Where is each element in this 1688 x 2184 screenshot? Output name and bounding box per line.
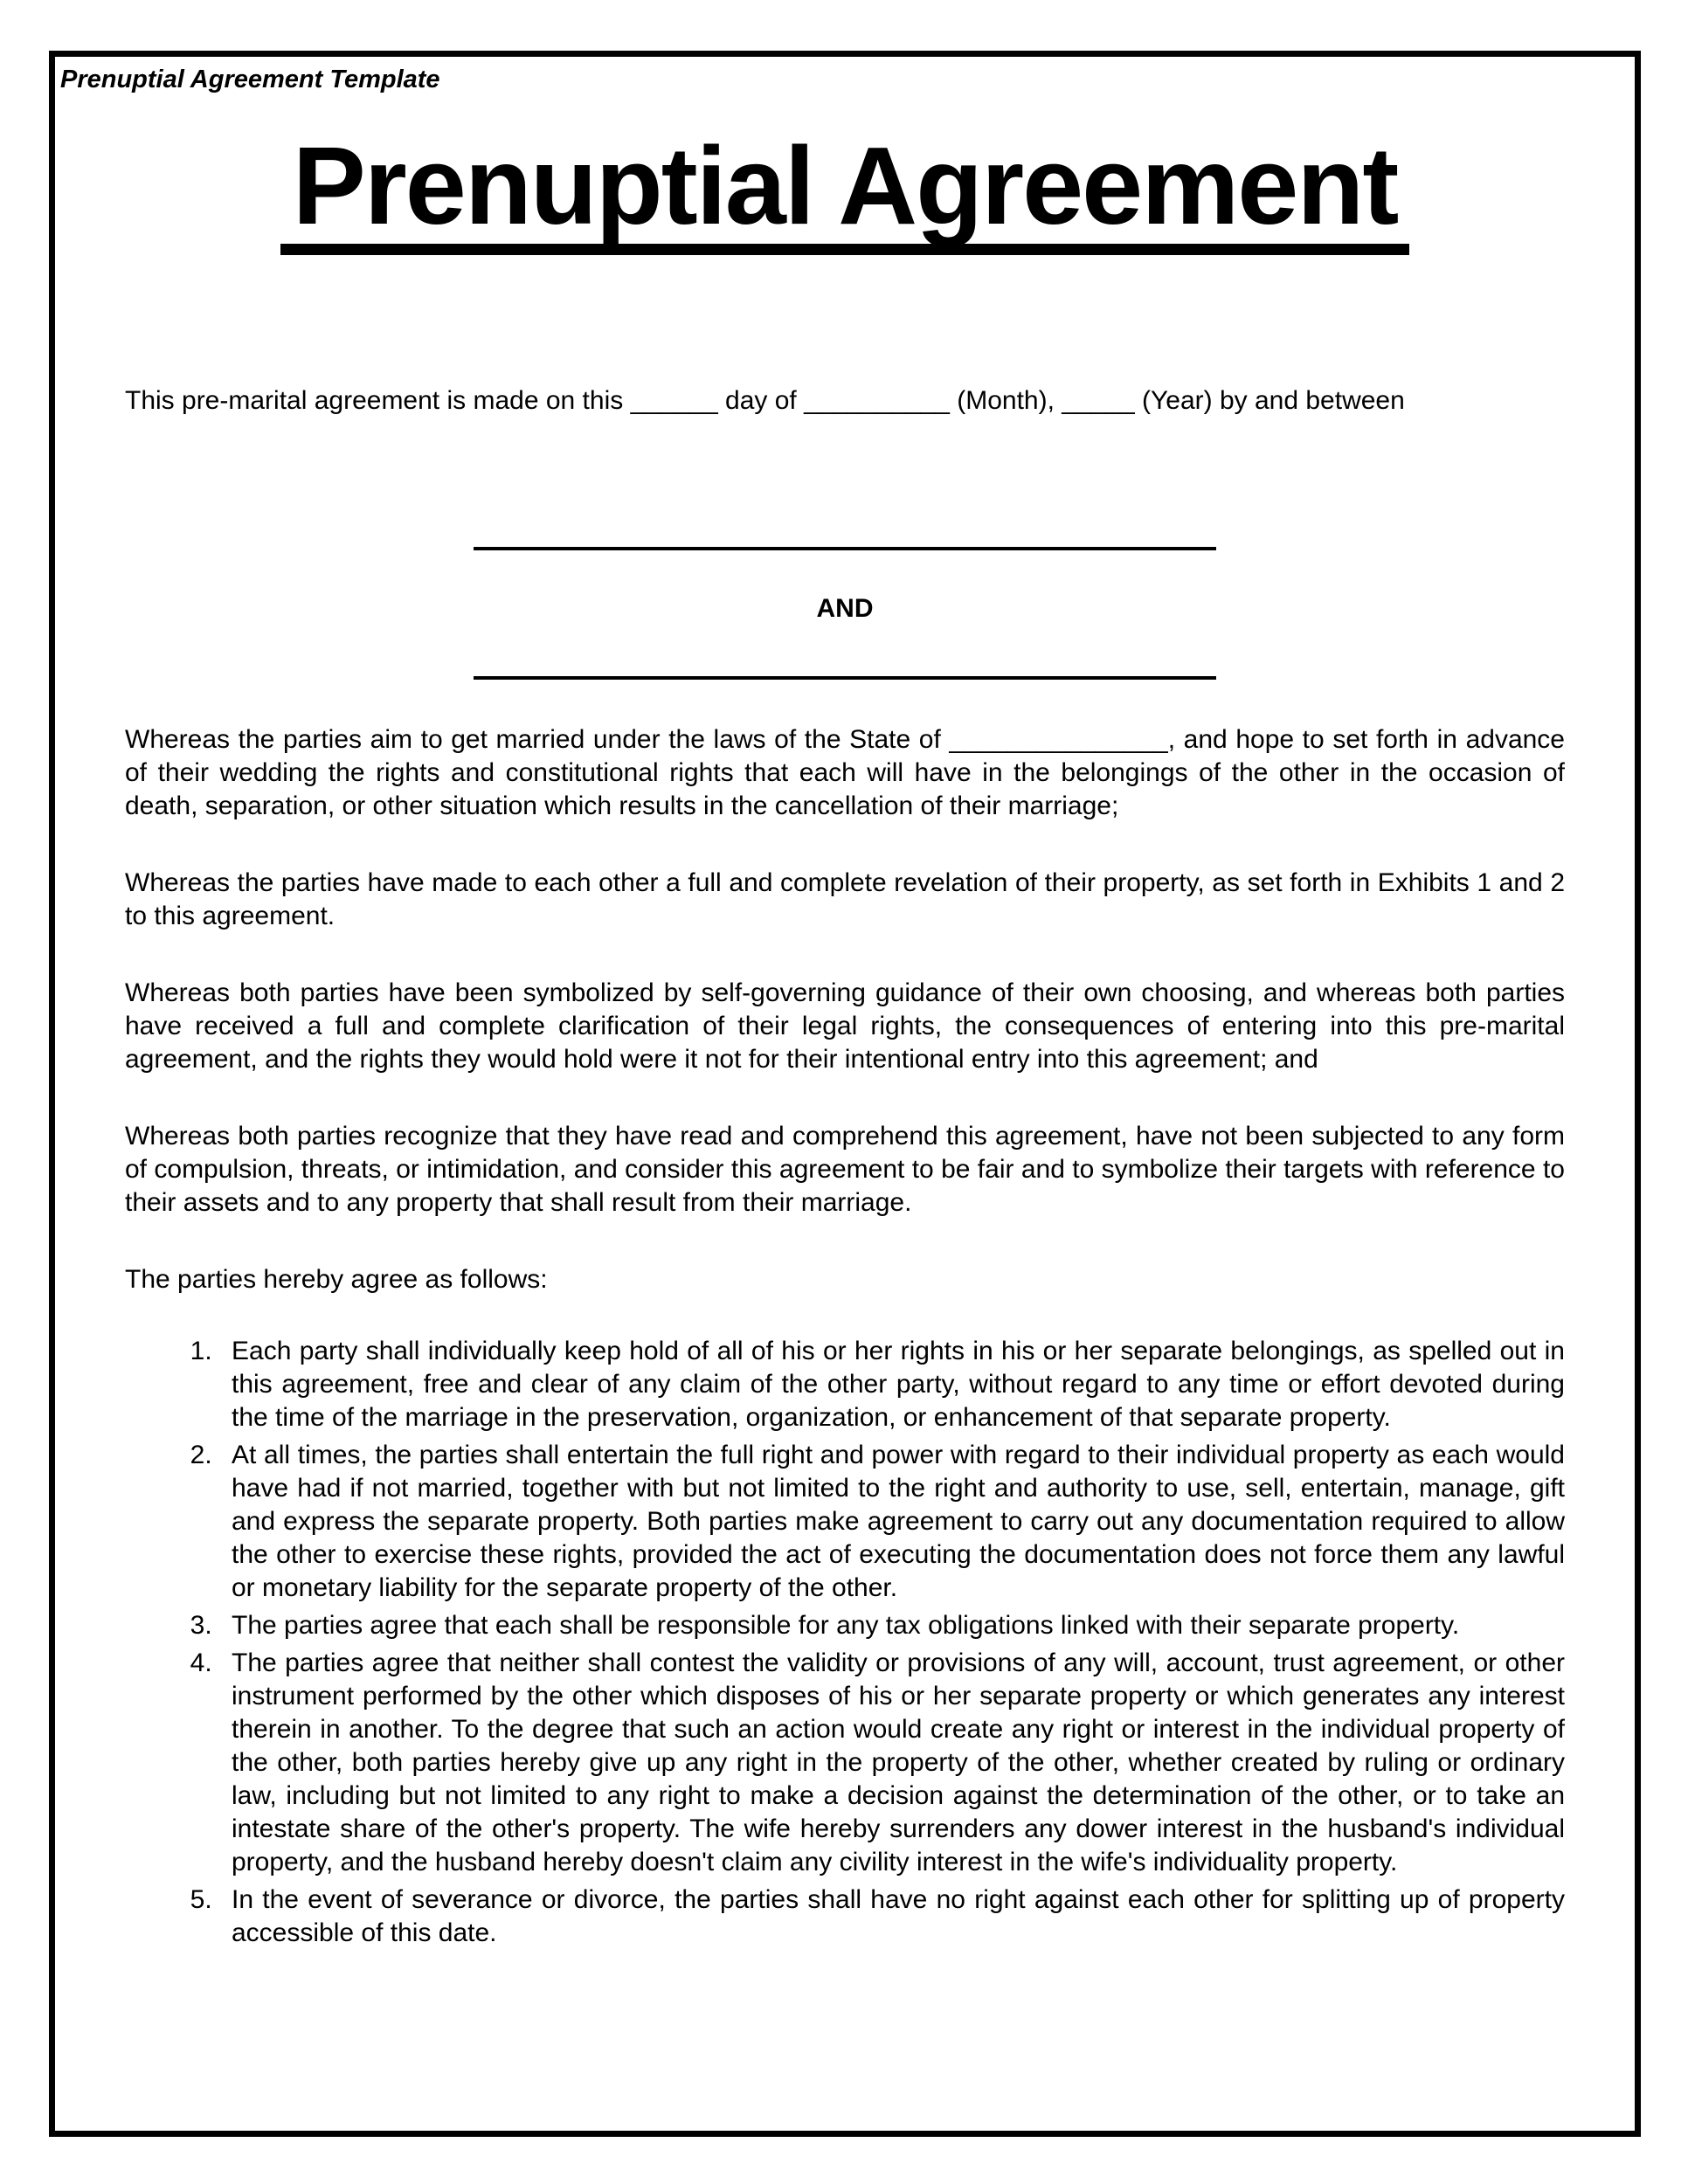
party1-name-blank-line	[474, 547, 1216, 550]
clause-item-1: 1. Each party shall individually keep hold of all of his or her rights in his or her separate belongings, as spelled out in this agreement, free and clear of any claim of the other party, without regard to any time or effort devoted during the time of the marriage in the preservation, organization, or enhancement of that separate property.	[219, 1335, 1565, 1434]
whereas-paragraph-4: Whereas both parties recognize that they have read and comprehend this agreement, have not been subjected to any form of compulsion, threats, or intimidation, and consider this agreement to be fair and to symbolize their targets with reference to their assets and to any property that shall result from their marriage.	[125, 1122, 1565, 1218]
whereas-paragraph-1: Whereas the parties aim to get married under the laws of the State of _______________, and hope to set forth in advance of their wedding the rights and constitutional rights that each will have in the belongings of the other in the occasion of death, separation, or other situation which results in the cancellation of their marriage;	[125, 725, 1565, 821]
document-page	[49, 51, 1641, 2137]
document-title: Prenuptial Agreement	[280, 128, 1410, 255]
intro-paragraph: This pre-marital agreement is made on this ______ day of __________ (Month), _____ (Year) by and between	[125, 386, 1405, 416]
clause-item-2: 2. At all times, the parties shall entertain the full right and power with regard to their individual property as each would have had if not married, together with but not limited to the right and authority to use, sell, entertain, manage, gift and express the separate property. Both parties make agreement to carry out any documentation required to allow the other to exercise these rights, provided the act of executing the documentation does not force them any lawful or monetary liability for the separate property of the other.	[219, 1439, 1565, 1605]
clause-item-3: 3. The parties agree that each shall be responsible for any tax obligations linked with their separate property.	[219, 1609, 1565, 1642]
agreement-intro-line: The parties hereby agree as follows:	[125, 1265, 548, 1295]
whereas-paragraph-2: Whereas the parties have made to each other a full and complete revelation of their property, as set forth in Exhibits 1 and 2 to this agreement.	[125, 868, 1565, 931]
clause-item-4: 4. The parties agree that neither shall contest the validity or provisions of any will, account, trust agreement, or other instrument performed by the other which disposes of his or her separate property or which generates any interest therein in another. To the degree that such an action would create any right or interest in the individual property of the other, both parties hereby give up any right in the property of the other, whether created by ruling or ordinary law, including but not limited to any right to make a decision against the determination of the other, or to take an intestate share of the other's property. The wife hereby surrenders any dower interest in the husband's individual property, and the husband hereby doesn't claim any civility interest in the wife's individuality property.	[219, 1647, 1565, 1879]
template-header-label: Prenuptial Agreement Template	[60, 66, 440, 93]
clauses-list	[125, 1335, 1565, 1950]
and-separator: AND	[816, 594, 874, 624]
clause-item-5: 5. In the event of severance or divorce, the parties shall have no right against each other for splitting up of property accessible of this date.	[219, 1883, 1565, 1950]
whereas-paragraph-3: Whereas both parties have been symbolized by self-governing guidance of their own choosing, and whereas both parties have received a full and complete clarification of their legal rights, the consequences of entering into this pre-marital agreement, and the rights they would hold were it not for their intentional entry into this agreement; and	[125, 978, 1565, 1075]
document-title-wrap	[125, 124, 1565, 255]
party2-name-blank-line	[474, 676, 1216, 680]
